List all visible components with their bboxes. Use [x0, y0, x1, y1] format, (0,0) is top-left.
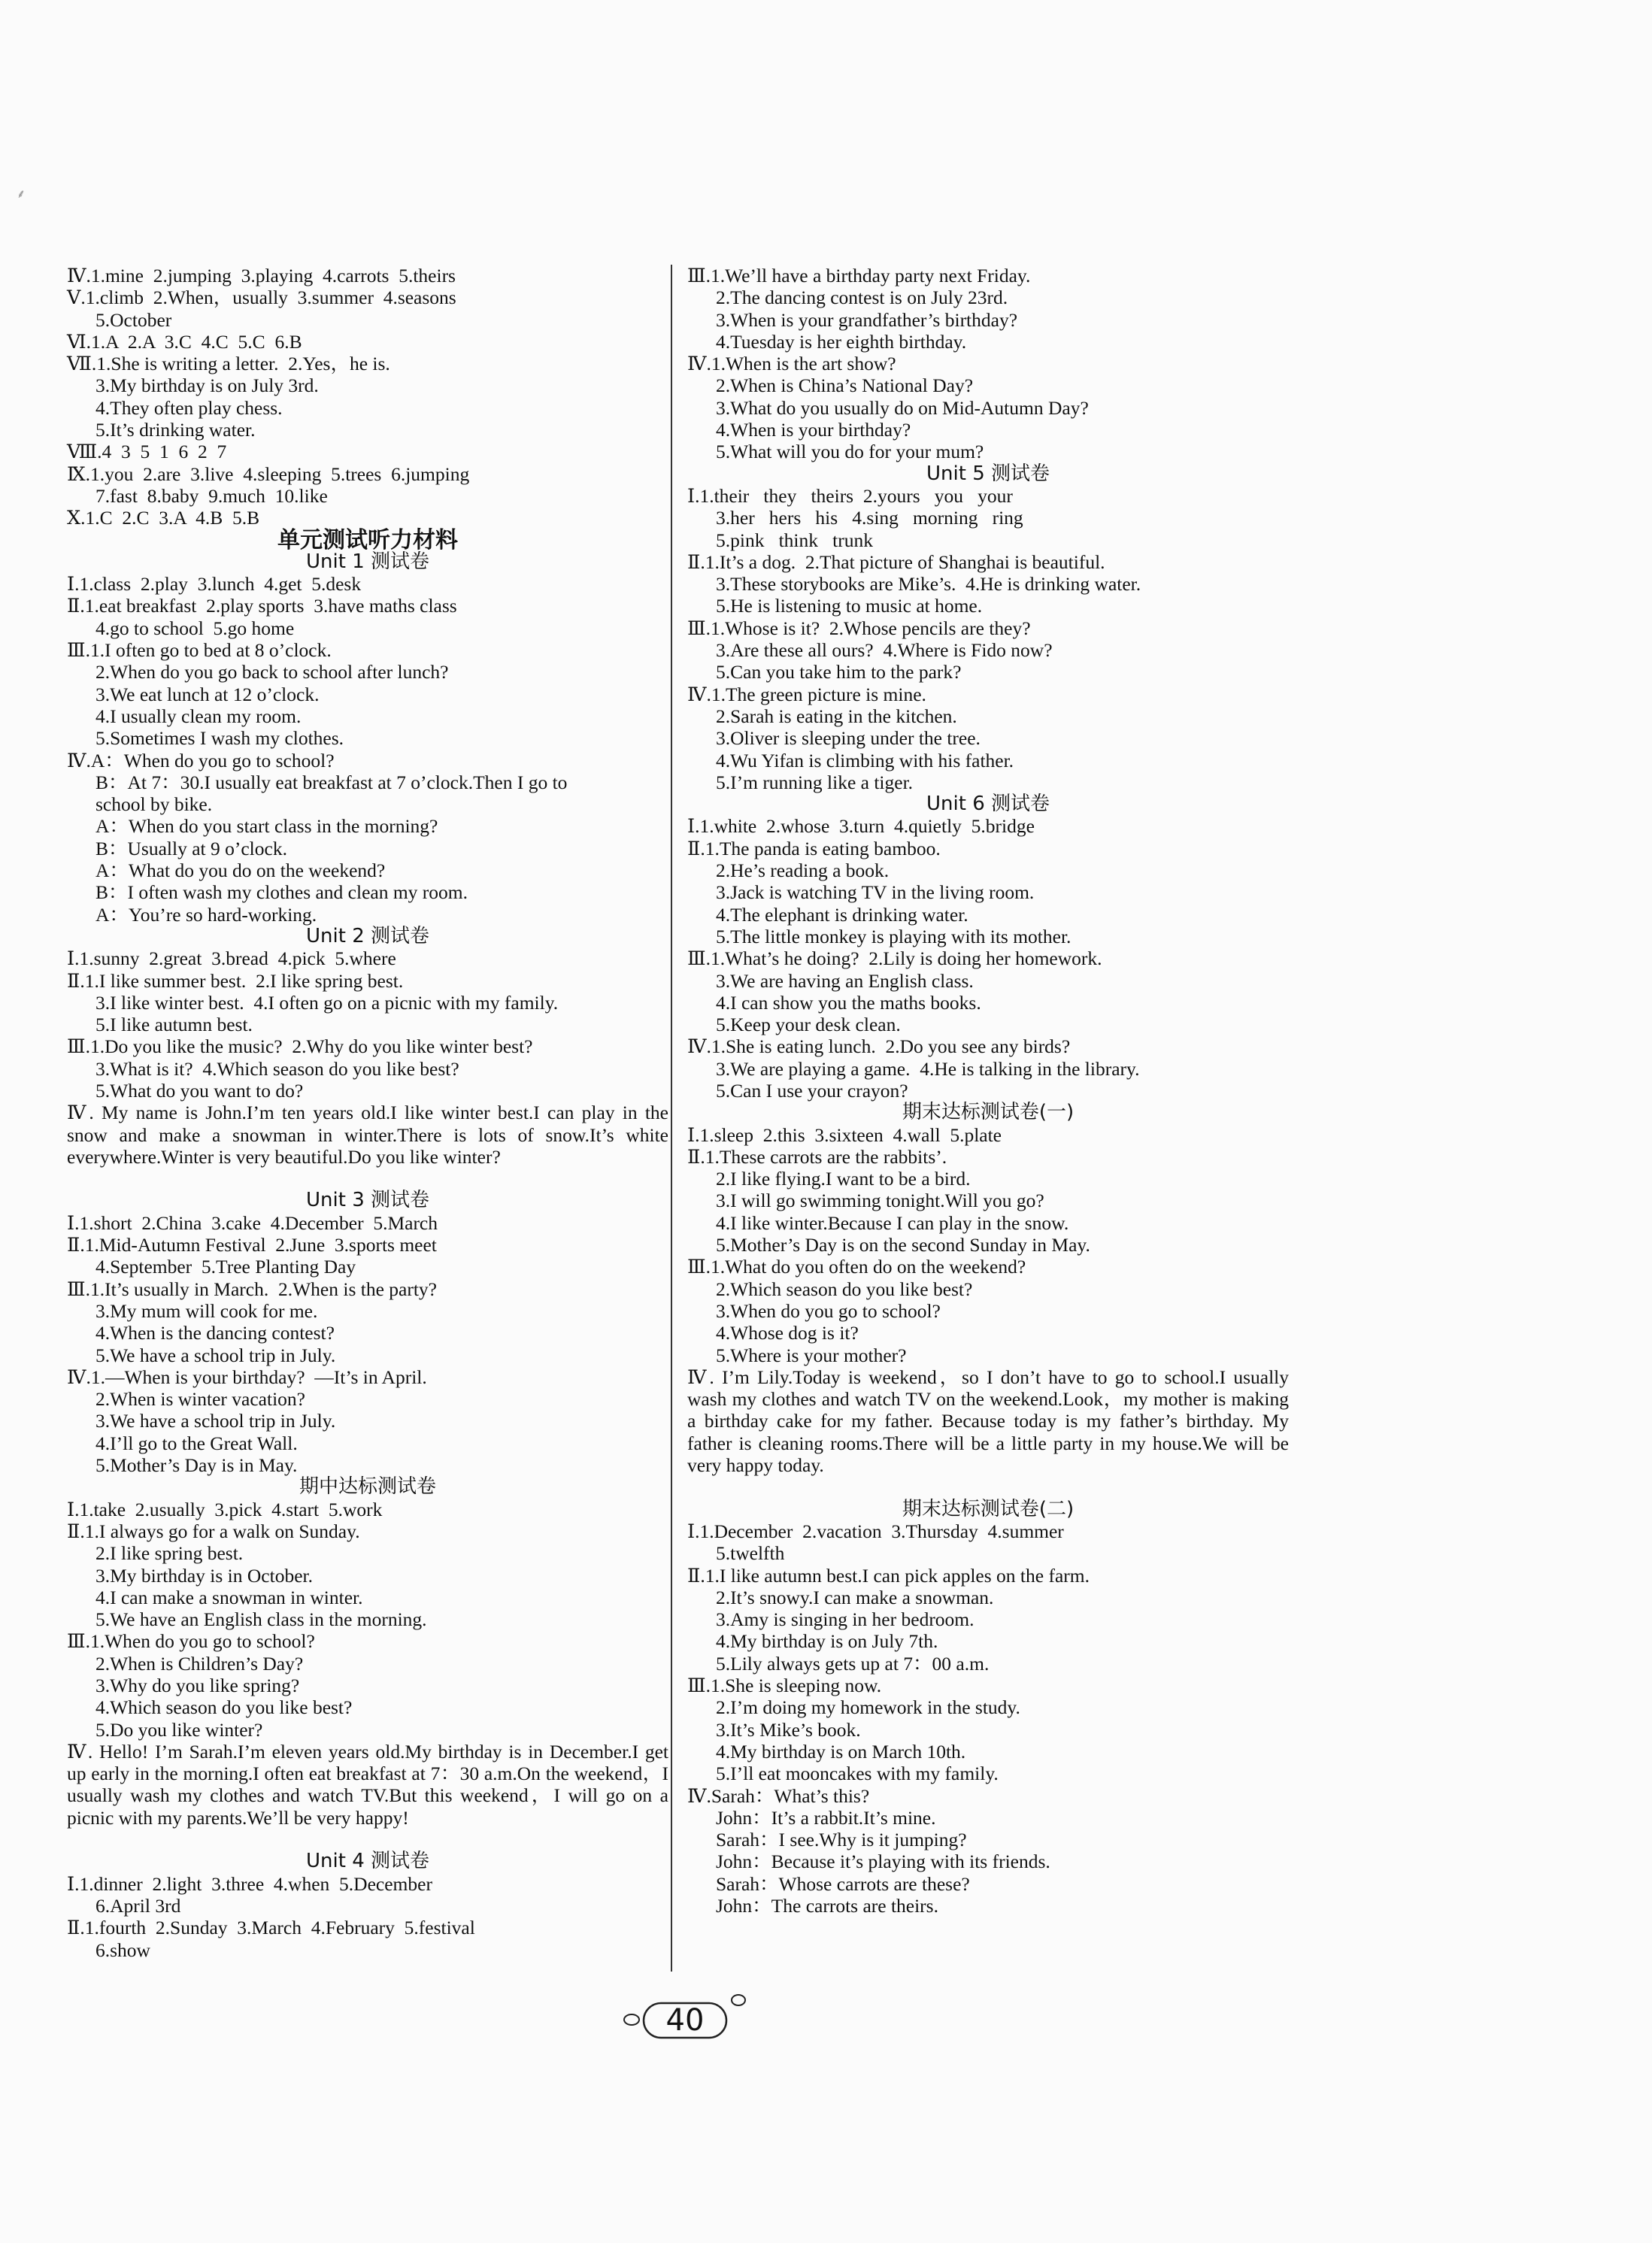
answer-line: 2.I like flying.I want to be a bird. [716, 1168, 971, 1190]
answer-line: 3.My birthday is in October. [95, 1564, 313, 1587]
answer-line: 4.They often play chess. [95, 396, 283, 419]
answer-line: Ⅷ.4 3 5 1 6 2 7 [67, 441, 227, 463]
answer-line: John：The carrots are theirs. [716, 1894, 938, 1917]
answer-line: Ⅰ.1.take 2.usually 3.pick 4.start 5.work [67, 1498, 383, 1520]
section-heading: Unit 3 测试卷 [306, 1189, 429, 1212]
answer-line: 4.Which season do you like best? [95, 1696, 353, 1719]
answer-line: 5.October [95, 308, 172, 331]
answer-line: Ⅹ.1.C 2.C 3.A 4.B 5.B [67, 507, 260, 529]
answer-line: 5.Mother’s Day is on the second Sunday in May. [716, 1234, 1090, 1256]
answer-line: Ⅱ.1.The panda is eating bamboo. [687, 837, 941, 859]
answer-line: 2.When is Children’s Day? [95, 1652, 304, 1675]
answer-line: 2.The dancing contest is on July 23rd. [716, 286, 1008, 309]
answer-line: Ⅳ.1.When is the art show? [687, 353, 896, 375]
answer-line: A：You’re so hard-working. [95, 903, 317, 926]
answer-line: 3.My mum will cook for me. [95, 1299, 318, 1322]
answer-line: 5.Where is your mother? [716, 1344, 907, 1366]
answer-line: 5.Do you like winter? [95, 1718, 263, 1741]
answer-line: 3.Oliver is sleeping under the tree. [716, 727, 981, 750]
answer-line: 5.What will you do for your mum? [716, 441, 984, 463]
answer-line: Ⅴ.1.climb 2.When，usually 3.summer 4.seasons [67, 286, 456, 309]
answer-line: Ⅳ.Sarah：What’s this? [687, 1784, 870, 1807]
answer-line: 5.Mother’s Day is in May. [95, 1454, 298, 1477]
answer-line: 3.Jack is watching TV in the living room. [716, 881, 1035, 904]
listening-passage: Ⅳ. Hello! I’m Sarah.I’m eleven years old.My birthday is in December.I get up early in the morning.I often eat breakfast at 7：30 a.m.On the weekend，I usually wash my clothes and watch TV.But this weekend，I will go on a picnic with my parents.We’ll be very happy! [67, 1740, 668, 1829]
answer-line: 2.Which season do you like best? [716, 1278, 973, 1300]
section-heading: Unit 4 测试卷 [306, 1850, 429, 1873]
listening-passage: Ⅳ. My name is John.I’m ten years old.I like winter best.I can play in the snow and make a snowman in winter.There is lots of snow.It’s white everywhere.Winter is very beautiful.Do you like winter? [67, 1102, 668, 1168]
answer-line: 4.My birthday is on July 7th. [716, 1630, 938, 1653]
answer-line: Ⅱ.1.It’s a dog. 2.That picture of Shanghai is beautiful. [687, 550, 1105, 573]
answer-line: B：Usually at 9 o’clock. [95, 837, 287, 859]
answer-line: 3.These storybooks are Mike’s. 4.He is drinking water. [716, 573, 1141, 596]
answer-line: 2.When is China’s National Day? [716, 374, 974, 397]
answer-line: 4.go to school 5.go home [95, 617, 295, 639]
answer-line: Ⅲ.1.We’ll have a birthday party next Friday. [687, 265, 1031, 286]
answer-line: Ⅰ.1.short 2.China 3.cake 4.December 5.March [67, 1211, 438, 1234]
answer-line: Ⅳ.1.The green picture is mine. [687, 683, 926, 705]
section-heading: Unit 2 测试卷 [306, 924, 429, 947]
answer-line: 5.We have a school trip in July. [95, 1344, 336, 1366]
answer-line: 5.It’s drinking water. [95, 419, 256, 441]
answer-line: 6.April 3rd [95, 1894, 181, 1917]
answer-line: Ⅰ.1.December 2.vacation 3.Thursday 4.summer [687, 1520, 1064, 1542]
answer-line: 5.Sometimes I wash my clothes. [95, 727, 344, 750]
answer-line: 3.What do you usually do on Mid-Autumn Day? [716, 396, 1089, 419]
answer-line: Ⅲ.1.Whose is it? 2.Whose pencils are they? [687, 617, 1031, 639]
answer-line: 5.I’m running like a tiger. [716, 771, 914, 793]
answer-line: 5.He is listening to music at home. [716, 595, 983, 617]
answer-line: 5.Can I use your crayon? [716, 1079, 908, 1102]
answer-line: 4.I can show you the maths books. [716, 991, 981, 1014]
answer-line: 4.September 5.Tree Planting Day [95, 1256, 356, 1278]
answer-line: 4.Tuesday is her eighth birthday. [716, 330, 967, 353]
answer-line: 5.We have an English class in the morning. [95, 1608, 427, 1631]
answer-line: Ⅱ.1.eat breakfast 2.play sports 3.have maths class [67, 595, 457, 617]
answer-line: 5.What do you want to do? [95, 1079, 304, 1102]
answer-line: 5.Lily always gets up at 7：00 a.m. [716, 1652, 990, 1675]
answer-line: Ⅲ.1.I often go to bed at 8 o’clock. [67, 639, 332, 662]
page-number: 40 [665, 2003, 705, 2038]
answer-line: Ⅰ.1.class 2.play 3.lunch 4.get 5.desk [67, 573, 362, 596]
column-divider [671, 265, 672, 1972]
answer-line: 4.I’ll go to the Great Wall. [95, 1432, 298, 1454]
answer-line: B：I often wash my clothes and clean my room. [95, 881, 468, 904]
section-heading: 单元测试听力材料 [277, 526, 458, 553]
answer-line: 4.Whose dog is it? [716, 1322, 859, 1344]
answer-line: 2.It’s snowy.I can make a snowman. [716, 1586, 994, 1608]
section-heading: 期中达标测试卷 [299, 1475, 436, 1499]
answer-line: 3.Are these all ours? 4.Where is Fido now? [716, 639, 1053, 662]
answer-line: Ⅲ.1.What do you often do on the weekend? [687, 1256, 1026, 1278]
answer-line: Ⅰ.1.their they theirs 2.yours you your [687, 484, 1013, 507]
answer-line: 3.When do you go to school? [716, 1299, 941, 1322]
left-column [67, 265, 668, 1961]
answer-line: 5.Can you take him to the park? [716, 661, 962, 684]
answer-line: Ⅳ.1.mine 2.jumping 3.playing 4.carrots 5.theirs [67, 265, 456, 286]
answer-line: 4.I usually clean my room. [95, 705, 302, 727]
answer-line: 4.My birthday is on March 10th. [716, 1740, 966, 1763]
answer-line: 4.I can make a snowman in winter. [95, 1586, 363, 1608]
answer-line: school by bike. [95, 793, 213, 816]
answer-line: 5.Keep your desk clean. [716, 1014, 901, 1036]
listening-passage: Ⅳ. I’m Lily.Today is weekend，so I don’t have to go to school.I usually wash my clothes and watch TV on the weekend.Look，my mother is making a birthday cake for my father. Because today is my father’s birthday. My father is cleaning rooms.There will be a little party in my house.We will be very happy today. [687, 1366, 1289, 1477]
answer-line: Ⅱ.1.I like autumn best.I can pick apples on the farm. [687, 1564, 1090, 1587]
answer-line: 2.Sarah is eating in the kitchen. [716, 705, 957, 727]
answer-line: 3.My birthday is on July 3rd. [95, 374, 319, 397]
answer-line: Ⅰ.1.dinner 2.light 3.three 4.when 5.December [67, 1872, 432, 1895]
answer-line: Ⅱ.1.I always go for a walk on Sunday. [67, 1520, 360, 1542]
answer-line: 3.We are having an English class. [716, 969, 974, 992]
answer-line: Ⅳ.1.—When is your birthday? —It’s in April. [67, 1366, 427, 1388]
answer-line: Ⅵ.1.A 2.A 3.C 4.C 5.C 6.B [67, 330, 302, 353]
answer-line: Ⅲ.1.What’s he doing? 2.Lily is doing her homework. [687, 947, 1102, 970]
answer-line: Ⅲ.1.Do you like the music? 2.Why do you like winter best? [67, 1035, 533, 1058]
answer-line: 3.We eat lunch at 12 o’clock. [95, 683, 320, 705]
answer-line: 4.Wu Yifan is climbing with his father. [716, 749, 1014, 771]
answer-line: Ⅸ.1.you 2.are 3.live 4.sleeping 5.trees 6.jumping [67, 462, 470, 485]
answer-line: B：At 7：30.I usually eat breakfast at 7 o’clock.Then I go to [95, 771, 568, 793]
answer-line: 3.What is it? 4.Which season do you like best? [95, 1057, 459, 1080]
section-heading: 期末达标测试卷(二) [902, 1497, 1075, 1520]
answer-line: Ⅶ.1.She is writing a letter. 2.Yes，he is. [67, 353, 390, 375]
answer-line: 3.her hers his 4.sing morning ring [716, 507, 1023, 529]
answer-line: 3.When is your grandfather’s birthday? [716, 308, 1018, 331]
answer-line: A：What do you do on the weekend? [95, 859, 386, 882]
answer-line: Ⅲ.1.She is sleeping now. [687, 1675, 882, 1697]
answer-line: John：Because it’s playing with its friends. [716, 1850, 1050, 1873]
answer-line: Ⅱ.1.These carrots are the rabbits’. [687, 1145, 947, 1168]
scan-mark: ⸙ [17, 188, 26, 201]
right-column [687, 265, 1289, 1917]
answer-line: 5.twelfth [716, 1542, 785, 1565]
page-number-badge [621, 1987, 749, 2041]
answer-line: Ⅱ.1.fourth 2.Sunday 3.March 4.February 5.festival [67, 1917, 475, 1939]
answer-line: A：When do you start class in the morning? [95, 815, 438, 838]
answer-line: 3.We have a school trip in July. [95, 1410, 336, 1432]
answer-line: 3.Amy is singing in her bedroom. [716, 1608, 975, 1631]
answer-line: Ⅰ.1.sunny 2.great 3.bread 4.pick 5.where [67, 947, 396, 970]
answer-line: Ⅰ.1.white 2.whose 3.turn 4.quietly 5.bridge [687, 815, 1035, 838]
answer-line: 5.I like autumn best. [95, 1014, 253, 1036]
answer-line: 7.fast 8.baby 9.much 10.like [95, 484, 328, 507]
answer-line: 4.When is the dancing contest? [95, 1322, 335, 1344]
answer-line: 4.The elephant is drinking water. [716, 903, 968, 926]
answer-line: John：It’s a rabbit.It’s mine. [716, 1806, 936, 1829]
answer-line: 6.show [95, 1938, 150, 1961]
answer-line: 3.Why do you like spring? [95, 1675, 300, 1696]
answer-line: Ⅰ.1.sleep 2.this 3.sixteen 4.wall 5.plate [687, 1123, 1002, 1146]
answer-line: 2.I like spring best. [95, 1542, 244, 1565]
section-heading: Unit 5 测试卷 [926, 462, 1050, 485]
answer-line: 5.The little monkey is playing with its mother. [716, 925, 1072, 947]
answer-line: 3.I like winter best. 4.I often go on a picnic with my family. [95, 991, 559, 1014]
answer-line: 3.I will go swimming tonight.Will you go? [716, 1190, 1044, 1212]
answer-line: Ⅲ.1.When do you go to school? [67, 1630, 315, 1653]
answer-line: 5.I’ll eat mooncakes with my family. [716, 1763, 999, 1785]
answer-line: 2.He’s reading a book. [716, 859, 890, 882]
answer-line: 5.pink think trunk [716, 529, 873, 551]
answer-line: 2.When do you go back to school after lunch? [95, 661, 449, 684]
answer-line: Ⅳ.1.She is eating lunch. 2.Do you see any birds? [687, 1035, 1071, 1058]
answer-line: Ⅲ.1.It’s usually in March. 2.When is the party? [67, 1278, 437, 1300]
answer-line: 2.When is winter vacation? [95, 1388, 305, 1411]
answer-line: 4.I like winter.Because I can play in the snow. [716, 1211, 1069, 1234]
section-heading: Unit 6 测试卷 [926, 793, 1050, 816]
answer-line: 3.We are playing a game. 4.He is talking in the library. [716, 1057, 1140, 1080]
answer-line: 4.When is your birthday? [716, 419, 911, 441]
answer-line: 2.I’m doing my homework in the study. [716, 1696, 1020, 1719]
answer-line: Sarah：I see.Why is it jumping? [716, 1829, 967, 1851]
section-heading: Unit 1 测试卷 [306, 550, 429, 573]
answer-line: Ⅱ.1.I like summer best. 2.I like spring best. [67, 969, 404, 992]
answer-line: Ⅱ.1.Mid-Autumn Festival 2.June 3.sports meet [67, 1234, 437, 1256]
answer-line: Ⅳ.A：When do you go to school? [67, 749, 335, 771]
section-heading: 期末达标测试卷(一) [902, 1101, 1075, 1124]
answer-line: 3.It’s Mike’s book. [716, 1718, 861, 1741]
answer-line: Sarah：Whose carrots are these? [716, 1872, 970, 1895]
